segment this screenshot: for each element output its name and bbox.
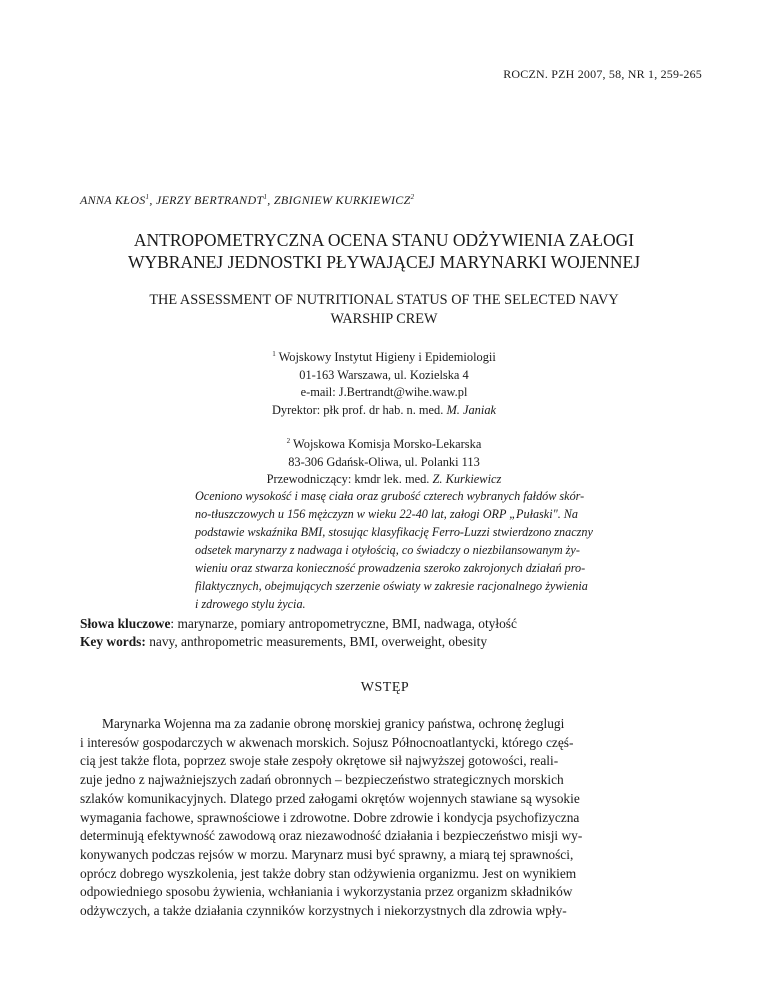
title-line: ANTROPOMETRYCZNA OCENA STANU ODŻYWIENIA ZAŁOGI (133, 230, 635, 250)
author-name: ZBIGNIEW KURKIEWICZ (273, 193, 411, 207)
author-affiliation-mark: 1 (263, 193, 268, 201)
keywords-text: navy, anthropometric measurements, BMI, overweight, obesity (145, 634, 488, 649)
affiliation-head-name: Z. Kurkiewicz (432, 472, 502, 487)
abstract-line: podstawie wskaźnika BMI, stosując klasyfikację Ferro-Luzzi stwierdzono znaczny (195, 525, 593, 539)
body-line: wymagania fachowe, sprawnościowe i zdrowotne. Dobre zdrowie i kondycja psychofizyczna (80, 809, 580, 825)
article-title-polish (60, 229, 708, 273)
body-line: odżywczych, a także działania czynników korzystnych i niekorzystnych dla zdrowia wpły- (80, 903, 567, 919)
body-line: oprócz dobrego wyszkolenia, jest także dobry stan odżywienia organizmu. Jest on wynikiem (80, 865, 577, 881)
article-title-english (80, 291, 688, 329)
abstract-line: filaktycznych, obejmujących szerzenie oświaty w zakresie racjonalnego żywienia (195, 579, 588, 593)
body-line: determinują efektywność zawodową oraz niezawodność działania i bezpieczeństwo misji wy- (80, 828, 583, 844)
affiliation-email: e-mail: J.Bertrandt@wihe.waw.pl (300, 385, 468, 400)
title-line: WYBRANEJ JEDNOSTKI PŁYWAJĄCEJ MARYNARKI WOJENNEJ (127, 252, 641, 272)
keywords-text: : marynarze, pomiary antropometryczne, BMI, nadwaga, otyłość (170, 616, 517, 631)
keywords-english (80, 633, 690, 651)
abstract-line: i zdrowego stylu życia. (195, 597, 306, 611)
author-affiliation-mark: 1 (145, 193, 150, 201)
journal-reference: ROCZN. PZH 2007, 58, NR 1, 259-265 (503, 67, 702, 81)
affiliation-1 (80, 346, 688, 420)
body-line: i interesów gospodarczych w akwenach morskich. Sojusz Północnoatlantycki, którego częś- (80, 734, 574, 750)
author-list: ANNA KŁOS$^1$, JERZY BERTRANDT$^1$, ZBIGNIEW KURKIEWICZ$^2$ (80, 193, 415, 207)
abstract-line: wieniu oraz stwarza konieczność prowadzenia szeroko zakrojonych działań pro- (195, 561, 586, 575)
abstract-line: odsetek marynarzy z nadwaga i otyłością, co świadczy o niezbilansowanym ży- (195, 543, 580, 557)
body-line: szlaków komunikacyjnych. Dlatego przed załogami okrętów wojennych stawiane są wysokie (80, 790, 580, 806)
affiliation-institution: Wojskowy Instytut Higieny i Epidemiologii (278, 350, 496, 365)
author-affiliation-mark: 2 (410, 193, 415, 201)
affiliation-2 (80, 433, 688, 489)
affiliation-mark: 2 (286, 437, 291, 445)
keywords-block (80, 615, 690, 651)
keywords-label: Słowa kluczowe (80, 616, 171, 631)
body-line: konywanych podczas rejsów w morzu. Marynarz musi być sprawny, a miarą tej sprawności, (80, 846, 574, 862)
title-line: WARSHIP CREW (330, 311, 438, 327)
affiliation-head-role: Przewodniczący: kmdr lek. med. (266, 472, 430, 487)
title-line: THE ASSESSMENT OF NUTRITIONAL STATUS OF THE SELECTED NAVY (149, 292, 619, 308)
affiliation-address: 83-306 Gdańsk-Oliwa, ul. Polanki 113 (288, 454, 480, 469)
abstract (195, 487, 641, 613)
affiliation-address: 01-163 Warszawa, ul. Kozielska 4 (299, 367, 469, 382)
affiliation-mark: 1 (272, 350, 276, 358)
body-line: Marynarka Wojenna ma za zadanie obronę morskiej granicy państwa, ochronę żeglugi (102, 716, 565, 731)
abstract-line: no-tłuszczowych u 156 mężczyzn w wieku 22-40 lat, załogi ORP „Pułaski". Na (195, 507, 579, 521)
author-name: ANNA KŁOS (80, 193, 146, 207)
author-name: JERZY BERTRANDT (155, 193, 264, 207)
affiliation-head-role: Dyrektor: płk prof. dr hab. n. med. (271, 402, 444, 417)
body-paragraph (80, 715, 690, 921)
body-line: odpowiedniego sposobu żywienia, wchłaniania i wykorzystania przez organizm składników (80, 884, 573, 900)
affiliation-institution: Wojskowa Komisja Morsko-Lekarska (293, 437, 482, 452)
abstract-line: Oceniono wysokość i masę ciała oraz grubość czterech wybranych fałdów skór- (195, 489, 585, 503)
affiliation-head-name: M. Janiak (446, 402, 497, 417)
keywords-polish (80, 615, 690, 633)
section-heading: WSTĘP (360, 680, 410, 695)
keywords-label: Key words: (80, 634, 146, 649)
body-line: cią jest także flota, poprzez swoje stałe zespoły okrętowe sił najwyższej gotowości, reali- (80, 753, 559, 769)
body-line: zuje jedno z najważniejszych zadań obronnych – bezpieczeństwo strategicznych morskich (80, 772, 564, 788)
